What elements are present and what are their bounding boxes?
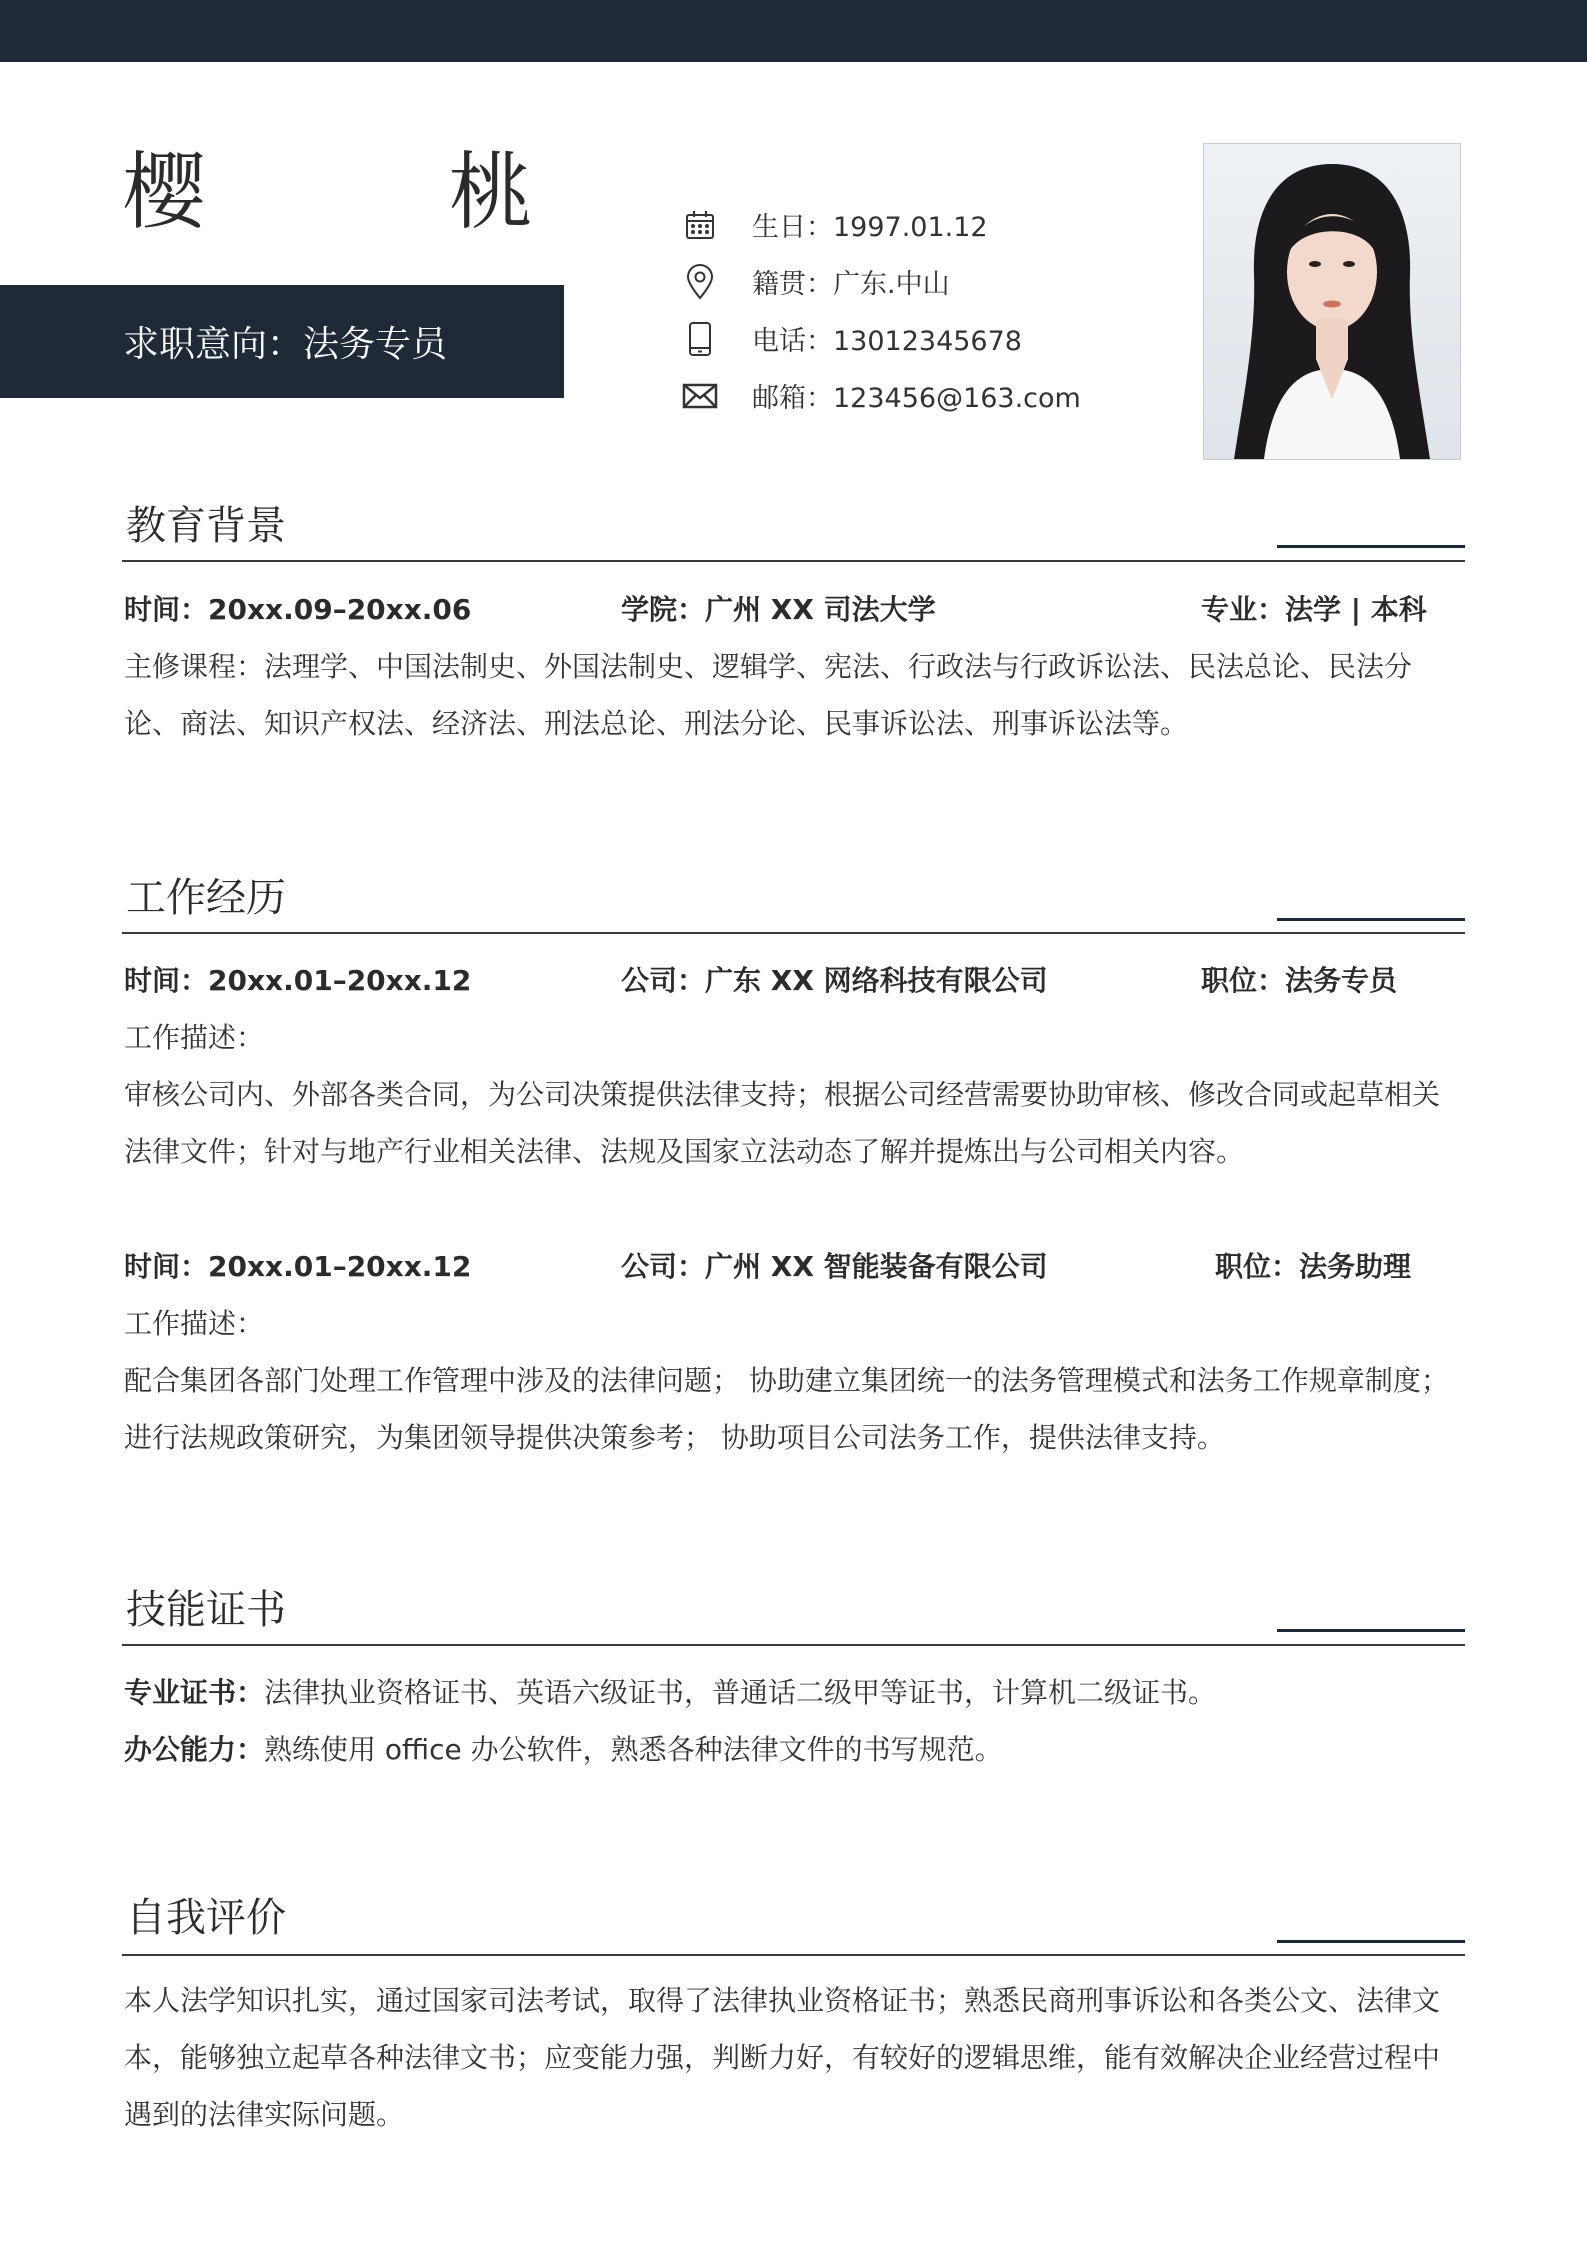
skills-office-text: 熟练使用 office 办公软件，熟悉各种法律文件的书写规范。 [264,1733,1003,1766]
section-divider [122,560,1465,562]
edu-courses: 主修课程：法理学、中国法制史、外国法制史、逻辑学、宪法、行政法与行政诉讼法、民法总论、民法分论、商法、知识产权法、经济法、刑法总论、刑法分论、民事诉讼法、刑事诉讼法等。 [124,650,1413,740]
section-title-skills: 技能证书 [126,1587,286,1633]
job-desc: 配合集团各部门处理工作管理中涉及的法律问题； 协助建立集团统一的法务管理模式和法务工作规章制度； 进行法规政策研究，为集团领导提供决策参考； 协助项目公司法务工作，提供法律支持。 [124,1364,1449,1454]
section-accent-line [1277,545,1465,548]
info-text: 邮箱：123456@163.com [752,383,1081,414]
job-time: 时间：20xx.01–20xx.12 [124,1250,472,1283]
info-text: 籍贯：广东.中山 [752,269,950,300]
self-eval-text: 本人法学知识扎实，通过国家司法考试，取得了法律执业资格证书；熟悉民商刑事诉讼和各类公文、法律文本，能够独立起草各种法律文书；应变能力强，判断力好，有较好的逻辑思维，能有效解决企业经营过程中遇到的法律实际问题。 [124,1984,1441,2131]
calendar-icon [680,205,720,245]
skills-office-label: 办公能力： [124,1733,265,1766]
job-company: 公司：广东 XX 网络科技有限公司 [621,964,1048,997]
skills-office-row [124,1733,1003,1767]
edu-school: 学院：广州 XX 司法大学 [621,593,936,626]
phone-icon [680,319,720,359]
section-divider [122,1644,1465,1646]
job-position: 职位：法务助理 [1215,1250,1412,1283]
job-intent-label: 求职意向：法务专员 [123,324,448,365]
section-title-education: 教育背景 [126,503,286,549]
candidate-name: 樱 桃 [122,143,641,241]
job-time: 时间：20xx.01–20xx.12 [124,964,472,997]
info-birthday [680,196,1081,253]
info-text: 电话：13012345678 [752,326,1022,357]
job-intent-banner [0,285,564,398]
top-bar [0,0,1587,62]
section-accent-line [1277,918,1465,921]
section-divider [122,1954,1465,1956]
job-desc-label: 工作描述： [124,1307,265,1340]
skills-cert-label: 专业证书： [124,1676,265,1709]
info-hometown [680,253,1081,310]
edu-major: 专业：法学 | 本科 [1201,593,1427,626]
job-desc-label: 工作描述： [124,1021,265,1054]
info-email [680,367,1081,424]
section-accent-line [1277,1940,1465,1943]
location-pin-icon [680,262,720,302]
info-phone [680,310,1081,367]
info-text: 生日：1997.01.12 [752,212,988,243]
section-accent-line [1277,1629,1465,1632]
skills-cert-row [124,1676,1216,1710]
profile-photo [1203,143,1461,460]
section-title-work: 工作经历 [126,875,286,921]
mail-icon [680,376,720,416]
skills-cert-text: 法律执业资格证书、英语六级证书，普通话二级甲等证书，计算机二级证书。 [264,1676,1217,1709]
personal-info [680,196,1081,424]
section-title-self-eval: 自我评价 [126,1895,286,1941]
edu-time: 时间：20xx.09–20xx.06 [124,593,472,626]
job-position: 职位：法务专员 [1201,964,1398,997]
job-company: 公司：广州 XX 智能装备有限公司 [621,1250,1048,1283]
job-desc: 审核公司内、外部各类合同，为公司决策提供法律支持；根据公司经营需要协助审核、修改合同或起草相关法律文件；针对与地产行业相关法律、法规及国家立法动态了解并提炼出与公司相关内容。 [124,1078,1441,1168]
section-divider [122,932,1465,934]
